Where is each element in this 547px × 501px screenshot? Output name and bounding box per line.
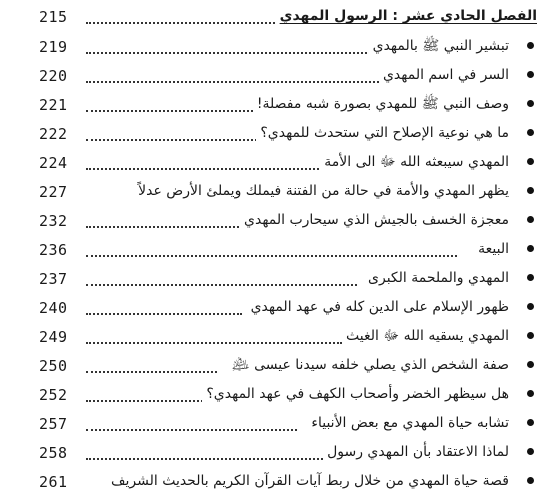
entry-page-number: 220 [39,67,68,85]
bullet-icon [527,303,534,310]
entry-title: يظهر المهدي والأمة في حالة من الفتنة فيملك ويملئ الأرض عدلاً [134,181,509,201]
bullet-icon [527,187,534,194]
entry-page-number: 237 [39,270,68,288]
dot-leader [86,371,217,373]
dot-leader [86,255,457,257]
entry-title: البيعة [474,239,509,259]
chapter-heading-row [0,6,547,35]
bullet-icon [527,245,534,252]
toc-entry[interactable] [0,442,547,471]
entry-title: المهدي يسقيه الله ﷻ الغيث [342,326,509,346]
entry-title: قصة حياة المهدي من خلال ربط آيات القرآن الكريم بالحديث الشريف [107,471,509,491]
bullet-icon [527,448,534,455]
bullet-icon [527,129,534,136]
entry-title: هل سيظهر الخضر وأصحاب الكهف في عهد المهدي؟ [202,384,509,404]
dot-leader [86,139,257,141]
toc-entry[interactable] [0,239,547,268]
dot-leader [86,342,342,344]
dot-leader [86,110,257,112]
dot-leader [86,168,322,170]
entry-title: لماذا الاعتقاد بأن المهدي رسول [323,442,509,462]
bullet-icon [527,477,534,484]
chapter-title: الفصل الحادي عشر : الرسول المهدي [276,6,537,26]
entry-page-number: 222 [39,125,68,143]
toc-entry[interactable] [0,268,547,297]
toc-entry[interactable] [0,413,547,442]
dot-leader [86,226,247,228]
toc-entry[interactable] [0,326,547,355]
entry-page-number: 261 [39,473,68,491]
entry-page-number: 232 [39,212,68,230]
entry-title: صفة الشخص الذي يصلي خلفه سيدنا عيسى ﵇ [228,355,509,375]
dot-leader [86,313,242,315]
bullet-icon [527,419,534,426]
entry-title: ظهور الإسلام على الدين كله في عهد المهدي [247,297,509,317]
entry-page-number: 224 [39,154,68,172]
bullet-icon [527,42,534,49]
toc-entry[interactable] [0,210,547,239]
toc-entry[interactable] [0,355,547,384]
bullet-icon [527,216,534,223]
entry-page-number: 258 [39,444,68,462]
bullet-icon [527,274,534,281]
bullet-icon [527,361,534,368]
entry-page-number: 227 [39,183,68,201]
dot-leader [86,81,382,83]
entry-page-number: 240 [39,299,68,317]
toc-entry[interactable] [0,384,547,413]
entry-title: ما هي نوعية الإصلاح التي ستحدث للمهدي؟ [256,123,509,143]
dot-leader [86,429,297,431]
dot-leader [86,400,207,402]
entry-title: وصف النبي ﷺ للمهدي بصورة شبه مفصلة! [253,94,509,114]
bullet-icon [527,71,534,78]
toc-entry[interactable] [0,181,547,210]
entry-page-number: 219 [39,38,68,56]
dot-leader [86,52,367,54]
bullet-icon [527,390,534,397]
toc-entry[interactable] [0,297,547,326]
entry-page-number: 250 [39,357,68,375]
toc-entry[interactable] [0,471,547,500]
entry-page-number: 249 [39,328,68,346]
toc-entry[interactable] [0,94,547,123]
bullet-icon [527,158,534,165]
dot-leader [86,458,327,460]
entry-page-number: 252 [39,386,68,404]
entry-title: تشابه حياة المهدي مع بعض الأنبياء [307,413,509,433]
entry-page-number: 221 [39,96,68,114]
entry-title: تبشير النبي ﷺ بالمهدي [369,36,509,56]
dot-leader [86,22,307,24]
toc-entry[interactable] [0,36,547,65]
bullet-icon [527,332,534,339]
entry-title: المهدي والملحمة الكبرى [364,268,509,288]
entry-title: المهدي سيبعثه الله ﷻ الى الأمة [320,152,509,172]
toc-entry[interactable] [0,65,547,94]
entry-page-number: 257 [39,415,68,433]
entry-title: معجزة الخسف بالجيش الذي سيحارب المهدي [240,210,509,230]
toc-entry[interactable] [0,152,547,181]
bullet-icon [527,100,534,107]
toc-entry[interactable] [0,123,547,152]
dot-leader [86,284,357,286]
chapter-page-number: 215 [39,8,68,26]
entry-page-number: 236 [39,241,68,259]
entry-title: السر في اسم المهدي [379,65,509,85]
